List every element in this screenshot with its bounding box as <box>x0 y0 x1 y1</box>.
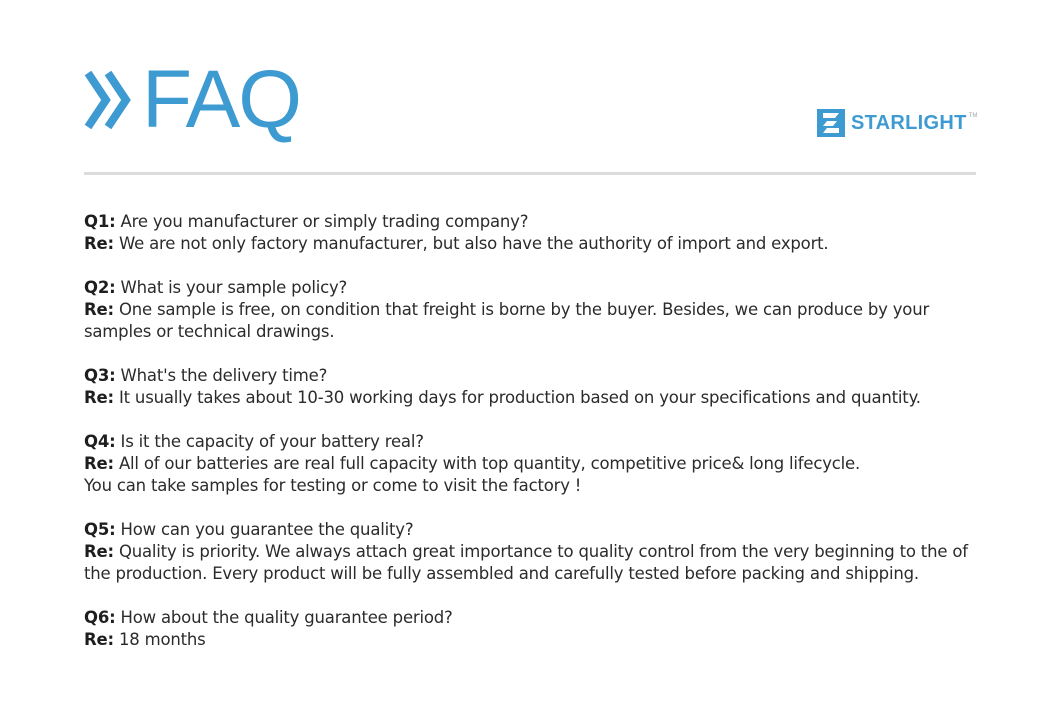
faq-answer-continued <box>84 321 984 343</box>
question-label: Q4: <box>84 432 116 451</box>
question-label: Q6: <box>84 608 116 627</box>
answer-text: the production. Every product will be fully assembled and carefully tested before packing and shipping. <box>84 564 919 583</box>
faq-question <box>84 211 984 233</box>
faq-question <box>84 277 984 299</box>
faq-answer-continued <box>84 563 984 585</box>
answer-text: We are not only factory manufacturer, but also have the authority of import and export. <box>113 234 829 253</box>
question-text: How can you guarantee the quality? <box>115 520 414 539</box>
faq-item-4 <box>84 431 984 497</box>
faq-list <box>84 211 984 673</box>
answer-text: Quality is priority. We always attach great importance to quality control from the very beginning to the of <box>113 542 968 561</box>
brand-logo <box>817 109 977 137</box>
answer-label: Re: <box>84 300 114 319</box>
answer-text: It usually takes about 10-30 working days for production based on your specifications and quantity. <box>113 388 921 407</box>
faq-item-1 <box>84 211 984 255</box>
page-title: FAQ <box>142 54 301 145</box>
faq-question <box>84 607 984 629</box>
trademark-mark: TM <box>968 113 978 119</box>
faq-item-6 <box>84 607 984 651</box>
answer-text: All of our batteries are real full capacity with top quantity, competitive price& long lifecycle. <box>113 454 861 473</box>
page-header <box>82 54 301 145</box>
answer-label: Re: <box>84 234 114 253</box>
header-divider <box>84 172 976 175</box>
starlight-logo-icon <box>817 109 845 137</box>
answer-text: You can take samples for testing or come to visit the factory ! <box>84 476 582 495</box>
faq-answer-continued <box>84 475 984 497</box>
faq-item-2 <box>84 277 984 343</box>
question-text: What's the delivery time? <box>115 366 328 385</box>
question-text: Is it the capacity of your battery real? <box>115 432 424 451</box>
faq-answer <box>84 629 984 651</box>
answer-label: Re: <box>84 542 114 561</box>
faq-item-5 <box>84 519 984 585</box>
answer-text: 18 months <box>113 630 206 649</box>
answer-text: samples or technical drawings. <box>84 322 335 341</box>
question-label: Q3: <box>84 366 116 385</box>
double-chevron-right-icon <box>82 65 132 135</box>
faq-item-3 <box>84 365 984 409</box>
answer-label: Re: <box>84 454 114 473</box>
answer-label: Re: <box>84 630 114 649</box>
answer-text: One sample is free, on condition that freight is borne by the buyer. Besides, we can produce by your <box>113 300 930 319</box>
question-text: Are you manufacturer or simply trading company? <box>115 212 529 231</box>
faq-answer <box>84 541 984 563</box>
faq-question <box>84 365 984 387</box>
question-label: Q1: <box>84 212 116 231</box>
faq-answer <box>84 233 984 255</box>
answer-label: Re: <box>84 388 114 407</box>
question-label: Q2: <box>84 278 116 297</box>
faq-question <box>84 431 984 453</box>
question-text: What is your sample policy? <box>115 278 348 297</box>
faq-answer <box>84 387 984 409</box>
faq-answer <box>84 299 984 321</box>
question-text: How about the quality guarantee period? <box>115 608 453 627</box>
question-label: Q5: <box>84 520 116 539</box>
faq-question <box>84 519 984 541</box>
faq-answer <box>84 453 984 475</box>
brand-name: STARLIGHT <box>851 111 967 134</box>
